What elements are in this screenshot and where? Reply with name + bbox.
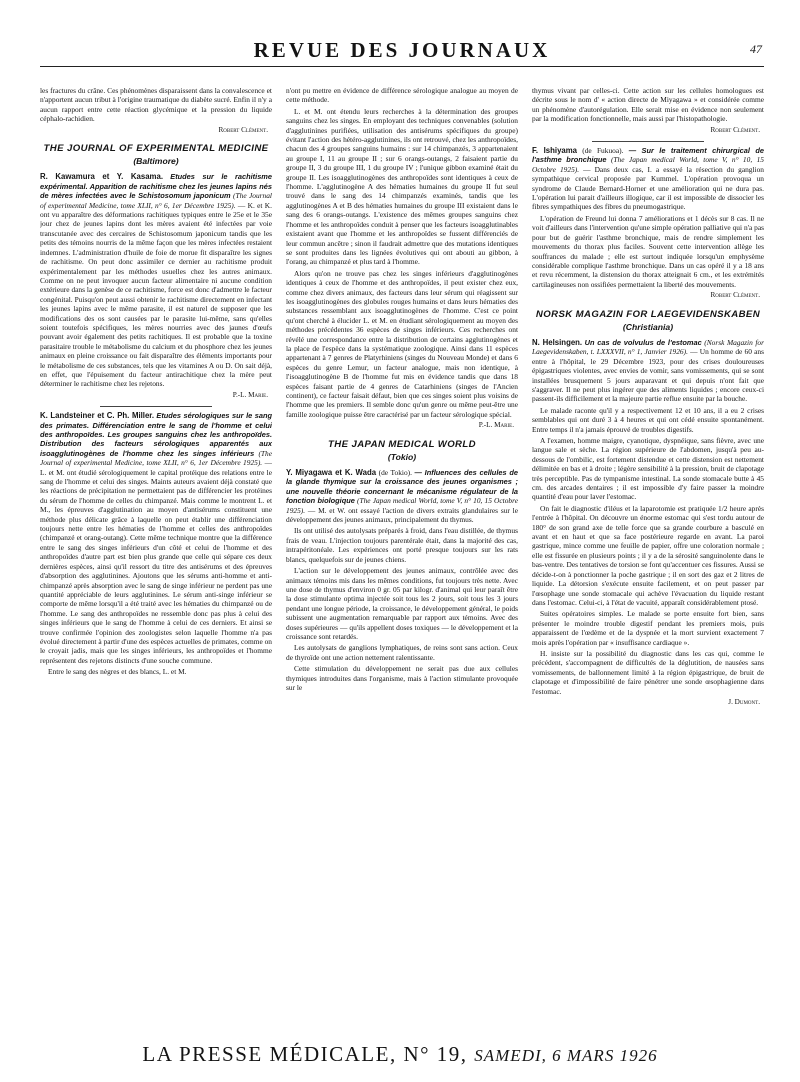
article-abstract — [40, 411, 272, 665]
article-abstract — [40, 172, 272, 388]
columns — [40, 86, 764, 1032]
column-3 — [532, 86, 764, 1032]
article-reference: (The Journal of experimental Medicine, tome XLII, n° 6, 1er Décembre 1925). — [40, 191, 272, 210]
article-authors: Y. Miyagawa et K. Wada — [286, 468, 377, 478]
paragraph: Cette stimulation du développement ne serait pas due aux cellules thymiques introduites dans l'organisme, mais à l'action stimulante provoquée sur le — [286, 664, 518, 692]
signature: Robert Clément. — [218, 125, 268, 134]
column-2 — [286, 86, 518, 1032]
article-body: — Un homme de 60 ans entre à l'hôpital, le 29 Décembre 1923, pour des crises douloureuses épigastriques violentes, avec envies de vomir, sans vomissements, qui se sont installées brusquement 5 jours auparavant et qui depuis n'ont fait que s'aggraver. Il ne peut plus ingérer que des aliments liquides ; encore ceux-ci passent-ils difficilement et la majeure partie reflue ensuite par la bouche. — [532, 347, 764, 404]
divider — [100, 406, 212, 407]
article-authors: R. Kawamura et Y. Kasama. — [40, 172, 163, 182]
paragraph: Ils ont utilisé des autolysats préparés à froid, dans l'eau distillée, de thymus frais de veau. L'injection toujours parentérale était, dans la majorité des cas, intrapéritonéale. Les expériences ont porté presque toujours sur les rats blancs, quelquefois sur de jeunes chiens. — [286, 526, 518, 564]
divider — [592, 141, 704, 142]
article-reference: (Norsk Magazin for Laegevidenskaben, t. LXXXVII, n° 1, Janvier 1926). — [532, 337, 764, 357]
paragraph: n'ont pu mettre en évidence de différence sérologique analogue au moyen de cette méthode. — [286, 86, 518, 105]
page-footer — [0, 1042, 800, 1067]
article-body: — M. et W. ont essayé l'action de divers extraits glandulaires sur le développement des jeunes animaux, principalement du thymus. — [286, 505, 518, 525]
paragraph: Suites opératoires simples. Le malade se porte ensuite fort bien, sans présenter le moindre trouble digestif pendant les premiers mois, puis apparaissent de l'œdème et de la dyspnée et la mort survient exactement 7 mois après l'opération par « insuffisance cardiaque ». — [532, 609, 764, 647]
article-title: — Sur le traitement chirurgical de l'asthme bronchique — [532, 146, 764, 165]
paragraph: thymus vivant par celles-ci. Cette action sur les cellules homologues est décrite sous le nom d' « action directe de Miyagawa » et considérée comme un phénomène d'autorégulation. Elle serait mise en évidence non seulement par la modification fonctionnelle, mais aussi par l'histopathologie. — [532, 86, 764, 124]
paragraph: H. insiste sur la possibilité du diagnostic dans les cas qui, comme le précédent, s'accompagnent de difficultés de la déglutition, de nausées sans vomissements, de ballonnement limité à la région épigastrique, de bruit de clapotage et d'impossibilité de faire pénétrer une sonde œsophagienne dans l'estomac. — [532, 648, 764, 696]
journal-heading: NORSK MAGAZIN FOR LAEGEVIDENSKABEN — [535, 308, 761, 320]
article-authors: F. Ishiyama — [532, 146, 578, 156]
signature: P.-L. Marie. — [478, 421, 514, 430]
signature: Robert Clément. — [710, 125, 760, 134]
article-authors: N. Helsingen. — [532, 337, 583, 347]
article-title: Etudes sur le rachitisme expérimental. Apparition de rachitisme chez les jeunes lapins nés de mères infectées avec le Schistosomum japonicum — [40, 172, 272, 201]
article-body: — L. et M. ont étudié sérologiquement le capital protéique des relations entre le sang de l'homme et celui des singes. Maints auteurs avaient déjà constaté que les réactions de précipitation ne permettaient pas de différencier les protéines du sérum de l'homme de celles du chimpanzé. Mais comme le montrent L. et M., les épreuves d'agglutination au moyen d'antisérums constituent une méthode plus délicate grâce à laquelle on peut établir une différenciation toujours nette entre les hématies de l'homme et celles des anthropoïdes (chimpanzé et orang-outang). Cette même technique montre que la différence entre le sang des singes inférieurs d'un côté et celui de l'homme et des anthropoïdes d'autre part est bien plus grande que celle qui sépare ces deux dernières espèces, ainsi qu'il ressort du titre des antisérums et des épreuves d'absorption des agglutinines. Ajoutons que les sérums anti-homme et anti-chimpanzé après absorption avec le sang de singe inférieur ne perdent pas une quantité appréciable de leurs agglutinines. Le sérum anti-singe inférieur se comporte de même lorsqu'il a été traité avec les hématies du chimpanzé ou de l'homme. Le sang des anthropoïdes ne ressemble donc pas plus à celui des singes inférieurs que le sang de l'homme à celui de ces derniers. Et ainsi se trouve confirmée l'opinion des zoologistes selon laquelle l'homme n'a pas évolué directement à partir d'une des espèces actuelles de primates, comme on le croyait jadis, mais que les singes inférieurs, les anthropoïdes et l'homme représentent des rejetons distincts d'une souche commune. — [40, 458, 272, 665]
paragraph: A l'examen, homme maigre, cyanotique, dyspnéique, sans fièvre, avec une langue sale et sèche. La région supérieure de l'abdomen, jusqu'à peu au-dessous de l'ombilic, est fortement distendue et cette distension est nettement délimitée en bas et à droite ; légère sensibilité à la pression, bruit de clapotage très perceptible. Pas de tympanisme intestinal. La sonde stomacale butte à 45 cm. des arcades dentaires ; il est impossible d'y faire passer la moindre quantité d'eau pour laver l'estomac. — [532, 436, 764, 502]
paragraph: L'opération de Freund lui donna 7 améliorations et 1 décès sur 8 cas. Il ne voit d'ailleurs dans l'intervention qu'une simple opération palliative qui n'a pas pour but de guérir l'asthme bronchique, mais de rendre simplement les mouvements du thorax plus faciles. Souvent cette intervention allège les souffrances du malade ; elle est surtout indiquée lorsqu'un emphysème considérable complique l'asthme bronchique. Dans un cas opéré il y a 18 ans et revu récemment, la distension du thorax atteignait 6 cm., et les extrémités cartilagineuses non ossifiées permettaient la liberté des mouvements. — [532, 213, 764, 289]
column-1 — [40, 86, 272, 1032]
paragraph: L. et M. ont étendu leurs recherches à la détermination des groupes sanguins chez les singes. En employant des techniques convenables (solution d'agglutinines purifiées, utilisation des antisérums spécifiques du groupe) évitant l'action des hétéro-agglutinines, ils ont retrouvé, chez les anthropoïdes, chacun des 4 groupes sanguins humains : sur 14 chimpanzés, 3 appartenaient au groupe I, 11 au groupe II ; sur 6 orangs-outangs, 2 faisaient partie du groupe II, 3 du groupe III, 1 du groupe IV ; l'unique gibbon examiné était du groupe II. Les isoagglutinogènes des anthropoïdes sont identiques à ceux de l'homme. L'agglutinogène A des hématies humaines du groupe II fut seul trouvé dans le sang des 14 chimpanzés examinés, tandis que les agglutinogènes A et B des hématies humaines du groupe III existaient dans le sang des 6 orangs-outangs. L'existence des mêmes groupes sanguins chez l'homme et les anthropoïdes conduit à penser que les facteurs isoagglutinables existaient avant que l'homme et les anthropoïdes se fussent différenciés de leur commun ancêtre ; sinon il faudrait admettre que des mutations identiques se sont produites dans les lignées évolutives qui ont abouti au gibbon, à l'orang, au chimpanzé et plus tard à l'homme. — [286, 106, 518, 267]
paragraph: les fractures du crâne. Ces phénomènes disparaissent dans la convalescence et n'apportent aucun tribut à l'origine traumatique du diabète sucré. Enfin il n'y a aucun rapport entre cette réaction glycémique et la pression du liquide céphalo-rachidien. — [40, 86, 272, 124]
article-title: — Influences des cellules de la glande thymique sur la croissance des jeunes organismes ; une nouvelle théorie concernant le mécanisme régulateur de la fonction biologique — [286, 468, 518, 506]
paragraph: Alors qu'on ne trouve pas chez les singes inférieurs d'agglutinogènes identiques à ceux de l'homme et des anthropoïdes, il peut exister chez eux, comme chez divers animaux, des facteurs dans leur sérum qui réagissent sur les isoagglutinogènes des globules rouges humains et dans leurs hématies des substances ressemblant aux isoagglutinogènes de l'homme. C'est ce point qu'ont cherché à élucider L. et M. en étudiant sérologiquement au moyen des méthodes précédentes 36 espèces de singes inférieurs. Ces recherches ont révélé une correspondance entre la distribution de certains agglutinogènes et la place de l'espèce dans la systématique zoologique. Ainsi dans 11 espèces appartenant à 7 genres de Platyrhiniens (singes du Nouveau Monde) et dans 6 espèces du genre Lemur, un facteur analogue, mais non identique, à l'isoagglutinogène B de l'homme fut mis en évidence tandis que dans 18 espèces faisant partie de 4 genres de Catarhiniens (singes de l'Ancien continent), ce facteur faisait défaut, bien que ces singes soient plus voisins de l'homme que les premiers. Il semble donc qu'un genre ou même peut-être une famille zoologique puisse être caractérisé par un facteur sérologique spécial. — [286, 268, 518, 419]
article-body: — K. et K. ont vu apparaître des déformations rachitiques typiques entre le 25e et le 35e jour chez de jeunes lapins dont les mères avaient été infectées par voie transcutanée avec des cercaires de Schistosomum japonicum tandis que les petits des témoins nourris de la même façon que les mères infectées restaient indemnes. L'administration d'huile de foie de morue fit disparaître les signes de rachitisme. On peut donc assimiler ce dernier au rachitisme produit expérimentalement par les méthodes usuelles chez les autres animaux. Comme on ne peut invoquer aucun facteur alimentaire ni aucune condition extérieure dans la genèse de ce rachitisme, force est donc d'admettre le facteur congénital. Puisqu'on peut aussi obtenir le rachitisme directement en infectant les jeunes lapins avec le même parasite, il est naturel de supposer que les modifications des os sont causées par le parasite lui-même, sans qu'elles soient toutefois spécifiques, les mères nourries avec des jaunes d'œufs pouvant avoir également des petits rachitiques. Il est probable que la toxine parasitaire trouble le métabolisme du calcium et du phosphore chez les jeunes animaux en pleine croissance ou fait disparaître des éléments importants pour le métabolisme de ces substances, tels que les vitamines A ou D. On sait déjà, en effet, que l'épuisement du facteur antirachitique chez la mère peut déterminer le rachitisme chez les rejetons. — [40, 200, 272, 389]
running-head — [40, 32, 764, 67]
signature: P.-L. Marie. — [232, 390, 268, 399]
article-abstract — [532, 338, 764, 404]
journal-city: (Tokio) — [387, 451, 417, 462]
paragraph: L'action sur le développement des jeunes animaux, contrôlée avec des animaux témoins mis dans les mêmes conditions, fut toujours très nette. Avec une dose de thymus d'environ 0 gr. 05 par kilogr. d'animal qui leur paraît être la dose stimulante optima injectée soit tous les 2 jours, soit tous les 3 jours pendant une longue période, la croissance, le développement général, le poids subissent une augmentation remarquable par rapport aux témoins. Avec des doses supérieures — qu'ils appellent doses toxiques — le développement et la croissance sont retardés. — [286, 566, 518, 641]
signature: Robert Clément. — [710, 291, 760, 300]
footer-journal: LA PRESSE MÉDICALE, N° 19, — [142, 1042, 468, 1066]
article-reference: (The Japan medical World, tome V, n° 10, 15 Octobre 1925). — [286, 496, 518, 515]
page-number: 47 — [750, 42, 762, 56]
journal-heading: THE JOURNAL OF EXPERIMENTAL MEDICINE — [43, 143, 269, 155]
article-title: Etudes sérologiques sur le sang des primates. Différenciation entre le sang de l'homme et celui des anthropoïdes. Les groupes sanguins chez les anthropoïdes. Distribution des facteurs sérologiques apparentés aux isoagglutinogènes de l'homme chez les singes inférieurs — [40, 411, 272, 458]
article-authors: K. Landsteiner et C. Ph. Miller. — [40, 411, 155, 421]
article-body: — Dans deux cas, I. a essayé la résection du ganglion sympathique cervical proposée par Kummel. L'opération provoqua un syndrome de Claude Bernard-Horner et une amélioration qui ne dura pas. L'opération lui parait d'ailleurs illogique, car il est impossible de dissocier les fibres sympathiques des fibres du pneumogastrique. — [532, 164, 764, 212]
article-origin: (de Fukuoa). — [582, 146, 624, 156]
article-reference: (The Japan medical World, tome V, n° 10, 15 Octobre 1925). — [532, 155, 764, 174]
journal-city: (Christiania) — [622, 321, 674, 332]
article-abstract — [532, 146, 764, 212]
article-title: Un cas de volvulus de l'estomac — [584, 337, 702, 347]
paragraph: Le malade raconte qu'il y a respectivement 12 et 10 ans, il a eu 2 crises semblables qui ont duré 3 à 4 heures et qui ont cédé ensuite spontanément. Entre temps il n'a jamais éprouvé de troubles digestifs. — [532, 405, 764, 434]
signature: J. Dumont. — [728, 697, 760, 706]
paragraph: On fait le diagnostic d'iléus et la laparotomie est pratiquée 1/2 heure après l'entrée à l'hôpital. On découvre un énorme estomac qui s'est tordu autour de 180° de son grand axe de telle force que sa grande courbure a basculé en avant et en haut et que sa face postérieure regarde en avant. La paroi gastrique, mince comme une feuille de papier, offre une coloration normale ; elle est fissurée en plusieurs points ; il y a de la sérosité sanguinolente dans le bas-ventre. Des tentatives de torsion se font qu'accentuer ces fissures. Aussi se décide-t-on à ponctionner la poche gastrique ; il en sort des gaz et 2 litres de liquide. La détorsion s'exécute ensuite facilement, et on peut passer par l'œsophage une sonde stomacale qui achève l'évacuation du liquide restant dans l'estomac. Celui-ci, à l'état de vacuité, apparaît considérablement ptosé. — [532, 503, 764, 607]
article-abstract — [286, 468, 518, 524]
journal-city: (Baltimore) — [133, 156, 179, 167]
article-origin: (de Tokio). — [378, 468, 412, 478]
paragraph: Entre le sang des nègres et des blancs, L. et M. — [48, 667, 187, 677]
paragraph: Les autolysats de ganglions lymphatiques, de reins sont sans action. Ceux de thyroïde ont une action nettement ralentissante. — [286, 643, 518, 662]
footer-date: SAMEDI, 6 MARS 1926 — [474, 1046, 658, 1065]
article-reference: (The Journal of experimental Medicine, tome XLII, n° 6, 1er Décembre 1925). — [40, 448, 272, 468]
journal-heading: THE JAPAN MEDICAL WORLD — [328, 438, 476, 450]
section-title: REVUE DES JOURNAUX — [253, 38, 551, 62]
